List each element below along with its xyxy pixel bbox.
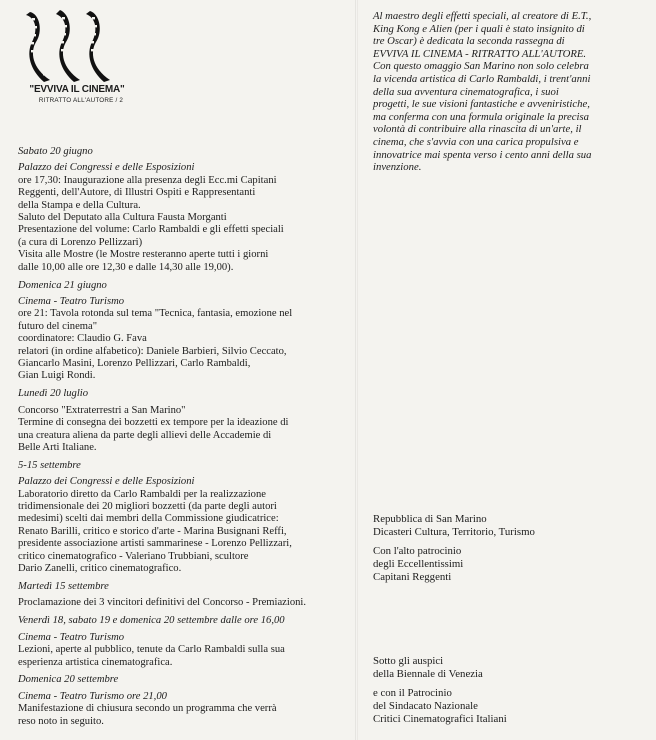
event-venue: Palazzo dei Congressi e delle Esposizioni — [18, 476, 195, 488]
left-column — [18, 8, 346, 734]
event-line: Lezioni, aperte al pubblico, tenute da Carlo Rambaldi sulla sua — [18, 644, 285, 656]
dedication-line: Al maestro degli effetti speciali, al creatore di E.T., — [373, 10, 592, 22]
event-block — [18, 581, 346, 610]
event-line: tridimensionale dei 20 migliori bozzetti (da parte degli autori — [18, 501, 277, 513]
event-line: Termine di consegna dei bozzetti ex tempore per la ideazione di — [18, 417, 289, 429]
event-date: Lunedì 20 luglio — [18, 388, 89, 400]
dedication-line: cinema, che s'avvia con una carica propulsiva e — [373, 135, 579, 148]
event-line: relatori (in ordine alfabetico): Daniele Barbieri, Silvio Ceccato, — [18, 345, 287, 357]
event-line: critico cinematografico - Valeriano Trubbiani, scultore — [18, 550, 249, 562]
dedication-line: ma conferma con una formula originale la precisa — [373, 110, 590, 123]
event-line: reso noto in seguito. — [18, 715, 104, 727]
event-venue: Cinema - Teatro Turismo — [18, 631, 125, 643]
event-line: Concorso "Extraterrestri a San Marino" — [18, 404, 186, 416]
film-strip-logo-icon — [24, 8, 124, 84]
event-line: una creatura aliena da parte degli allievi delle Accademie di — [18, 429, 272, 441]
event-line: Presentazione del volume: Carlo Rambaldi e gli effetti speciali — [18, 224, 284, 236]
credit-line: degli Eccellentissimi — [373, 558, 464, 571]
credit-line: Sotto gli auspici — [373, 655, 444, 667]
event-block — [18, 146, 346, 274]
event-venue: Cinema - Teatro Turismo ore 21,00 — [18, 690, 167, 702]
event-line: Visita alle Mostre (le Mostre resteranno aperte tutti i giorni — [18, 249, 269, 261]
dedication-line: EVVIVA IL CINEMA - RITRATTO ALL'AUTORE. — [373, 47, 587, 60]
event-date: Martedì 15 settembre — [18, 581, 109, 592]
dedication-text — [373, 10, 648, 174]
event-block — [18, 674, 346, 728]
dedication-line: volontà di contribuire alla rinascita di un'arte, il — [373, 123, 582, 136]
event-line: presidente associazione artisti sammarinese - Lorenzo Pellizzari, — [18, 538, 292, 550]
right-column — [373, 10, 648, 725]
dedication-line: Con questo omaggio San Marino non solo celebra — [373, 60, 589, 73]
event-line: Laboratorio diretto da Carlo Rambaldi per la realizzazione — [18, 488, 266, 500]
event-line: Giancarlo Masini, Lorenzo Pellizzari, Carlo Rambaldi, — [18, 358, 251, 369]
event-block — [18, 280, 346, 383]
dedication-line: invenzione. — [373, 161, 422, 174]
event-line: ore 21: Tavola rotonda sul tema "Tecnica, fantasia, emozione nel — [18, 308, 293, 320]
credit-line: della Biennale di Venezia — [373, 667, 483, 680]
dedication-line: della sua avventura cinematografica, i suoi — [373, 85, 559, 98]
event-date: Venerdì 18, sabato 19 e domenica 20 settembre dalle ore 16,00 — [18, 615, 285, 627]
event-venue: Cinema - Teatro Turismo — [18, 295, 125, 307]
event-line: medesimi) scelti dai membri della Commissione giudicatrice: — [18, 513, 279, 525]
event-line: ore 17,30: Inaugurazione alla presenza degli Ecc.mi Capitani — [18, 174, 277, 186]
patronage-credits — [373, 655, 648, 726]
event-block — [18, 615, 346, 669]
organizer-credits — [373, 513, 648, 584]
page-fold — [355, 0, 358, 740]
evviva-il-cinema-logo — [18, 8, 138, 126]
dedication-line: tre Oscar) è dedicata la seconda rassegna di — [373, 35, 565, 48]
credit-line: Con l'alto patrocinio — [373, 545, 462, 558]
event-line: Belle Arti Italiane. — [18, 441, 97, 453]
event-line: esperienza artistica cinematografica. — [18, 656, 173, 668]
event-line: Proclamazione dei 3 vincitori definitivi del Concorso - Premiazioni. — [18, 597, 307, 609]
event-line: Renato Barilli, critico e storico d'arte - Marina Busignani Reffi, — [18, 525, 287, 537]
logo-subtitle: RITRATTO ALL'AUTORE / 2 — [38, 97, 124, 104]
event-line: coordinatore: Claudio G. Fava — [18, 333, 147, 345]
event-date: 5-15 settembre — [18, 459, 81, 471]
event-line: futuro del cinema" — [18, 320, 98, 332]
credit-line: Repubblica di San Marino — [373, 513, 487, 525]
dedication-line: progetti, le sue visioni fantastiche e avveniristiche, — [373, 98, 590, 111]
credit-line: Critici Cinematografici Italiani — [373, 712, 507, 725]
event-line: dalle 10,00 alle ore 12,30 e dalle 14,30 alle 19,00). — [18, 261, 234, 273]
logo-title: "EVVIVA IL CINEMA" — [29, 84, 125, 95]
event-block — [18, 388, 346, 454]
dedication-line: la vicenda artistica di Carlo Rambaldi, i trent'anni — [373, 72, 591, 85]
event-date: Sabato 20 giugno — [18, 146, 93, 157]
event-line: Manifestazione di chiusura secondo un programma che verrà — [18, 703, 277, 715]
event-line: Reggenti, dell'Autore, di Illustri Ospiti e Rappresentanti — [18, 187, 256, 199]
credit-line: e con il Patrocinio — [373, 687, 452, 700]
credit-line: Dicasteri Cultura, Territorio, Turismo — [373, 525, 535, 538]
event-line: (a cura di Lorenzo Pellizzari) — [18, 236, 143, 248]
credit-line: del Sindacato Nazionale — [373, 700, 478, 713]
event-block — [18, 460, 346, 576]
event-line: della Stampa e della Cultura. — [18, 199, 141, 211]
event-date: Domenica 20 settembre — [18, 674, 119, 686]
event-line: Dario Zanelli, critico cinematografico. — [18, 563, 182, 575]
event-date: Domenica 21 giugno — [18, 279, 107, 291]
event-line: Saluto del Deputato alla Cultura Fausta Morganti — [18, 212, 227, 224]
dedication-line: innovatrice mai spenta verso i cento anni della sua — [373, 148, 592, 161]
event-program — [18, 146, 346, 728]
event-line: Gian Luigi Rondi. — [18, 370, 96, 382]
credit-line: Capitani Reggenti — [373, 570, 452, 583]
event-venue: Palazzo dei Congressi e delle Esposizioni — [18, 162, 195, 174]
dedication-line: King Kong e Alien (per i quali è stato insignito di — [373, 22, 585, 35]
